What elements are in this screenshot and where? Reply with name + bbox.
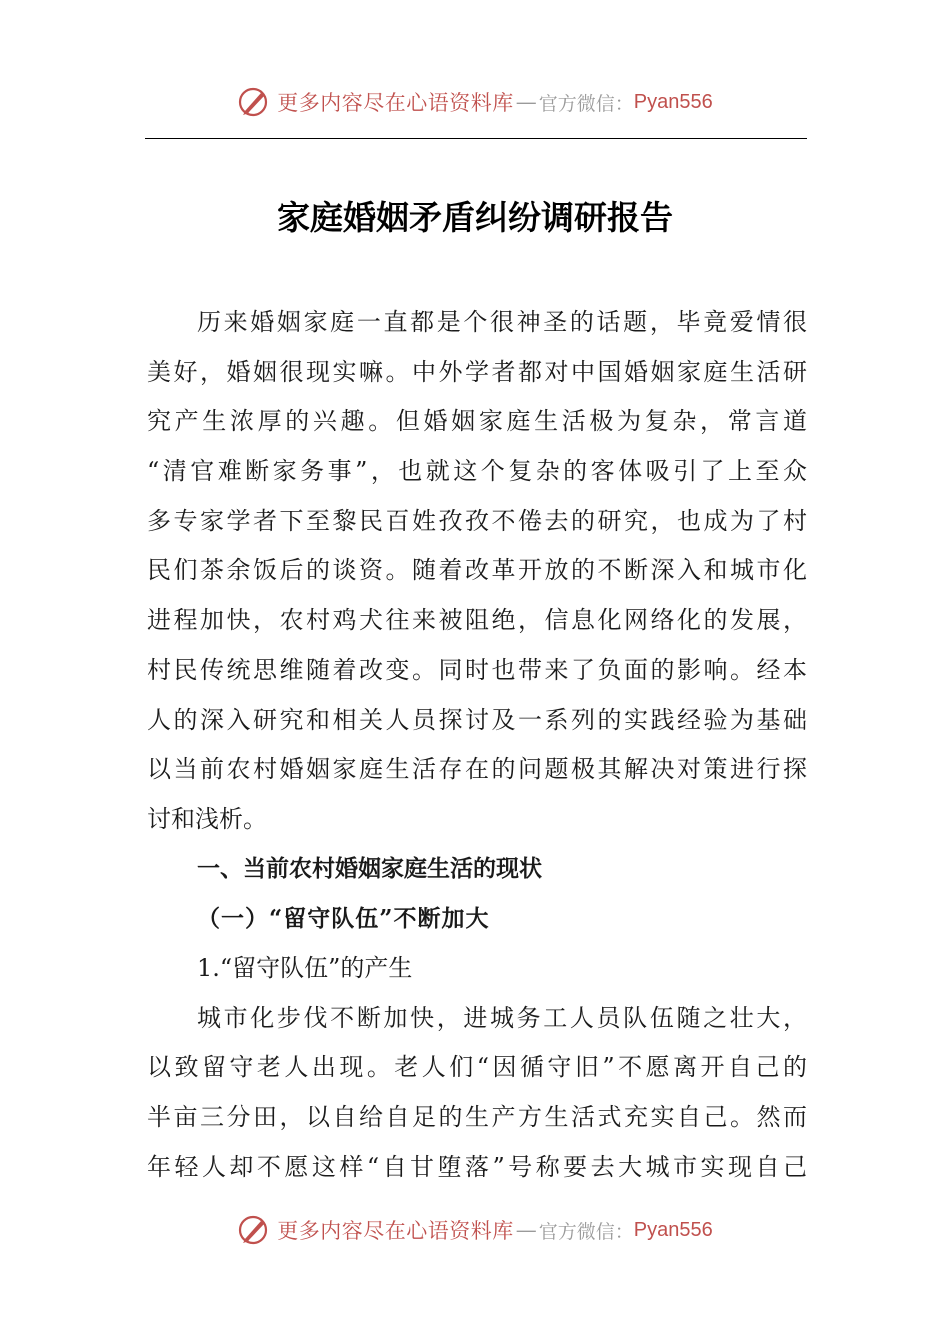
paragraph-line: 以当前农村婚姻家庭生活存在的问题极其解决对策进行探 [147, 755, 807, 784]
paragraph-line: 历来婚姻家庭一直都是个很神圣的话题，毕竟爱情很 [197, 308, 807, 336]
paragraph-line: 多专家学者下至黎民百姓孜孜不倦去的研究，也成为了村 [147, 506, 807, 535]
paragraph-line: 城市化步伐不断加快，进城务工人员队伍随之壮大， [197, 1003, 807, 1032]
banner-wechat-label: 官方微信： [538, 1220, 634, 1243]
paragraph-line: 以致留守老人出现。老人们“因循守旧”不愿离开自己的 [147, 1053, 807, 1082]
pen-logo-icon [237, 85, 271, 119]
banner-separator: — [515, 1218, 537, 1242]
paragraph-line: 美好，婚姻很现实嘛。中外学者都对中国婚姻家庭生活研 [147, 357, 807, 386]
banner-main-text: 更多内容尽在心语资料库 [277, 1219, 514, 1243]
banner-wechat-label: 官方微信： [538, 92, 634, 115]
header-banner [0, 80, 950, 124]
section-heading-3: 1.“留守队伍”的产生 [197, 953, 413, 982]
banner-wechat-id: Pyan556 [633, 90, 713, 113]
paragraph-line: 究产生浓厚的兴趣。但婚姻家庭生活极为复杂，常言道 [147, 407, 807, 436]
paragraph-line: “清官难断家务事”，也就这个复杂的客体吸引了上至众 [147, 457, 807, 486]
header-rule [145, 138, 807, 139]
paragraph-line: 人的深入研究和相关人员探讨及一系列的实践经验为基础 [147, 705, 807, 734]
banner-separator: — [515, 90, 537, 114]
paragraph-line: 进程加快，农村鸡犬往来被阻绝，信息化网络化的发展， [147, 606, 807, 635]
paragraph-line: 讨和浅析。 [147, 804, 267, 833]
section-heading-1: 一、当前农村婚姻家庭生活的现状 [197, 855, 542, 882]
paragraph-line: 半亩三分田，以自给自足的生产方生活式充实自己。然而 [147, 1103, 807, 1131]
document-title: 家庭婚姻矛盾纠纷调研报告 [277, 198, 673, 237]
pen-logo-icon [237, 1213, 271, 1247]
section-heading-2: （一）“留守队伍”不断加大 [197, 905, 490, 933]
footer-banner [0, 1208, 950, 1252]
paragraph-line: 年轻人却不愿这样“自甘堕落”号称要去大城市实现自己 [147, 1152, 807, 1181]
banner-wechat-id: Pyan556 [633, 1218, 713, 1241]
document-body [147, 298, 807, 1192]
paragraph-line: 村民传统思维随着改变。同时也带来了负面的影响。经本 [147, 655, 807, 684]
banner-main-text: 更多内容尽在心语资料库 [277, 91, 514, 115]
paragraph-line: 民们茶余饭后的谈资。随着改革开放的不断深入和城市化 [147, 556, 807, 585]
